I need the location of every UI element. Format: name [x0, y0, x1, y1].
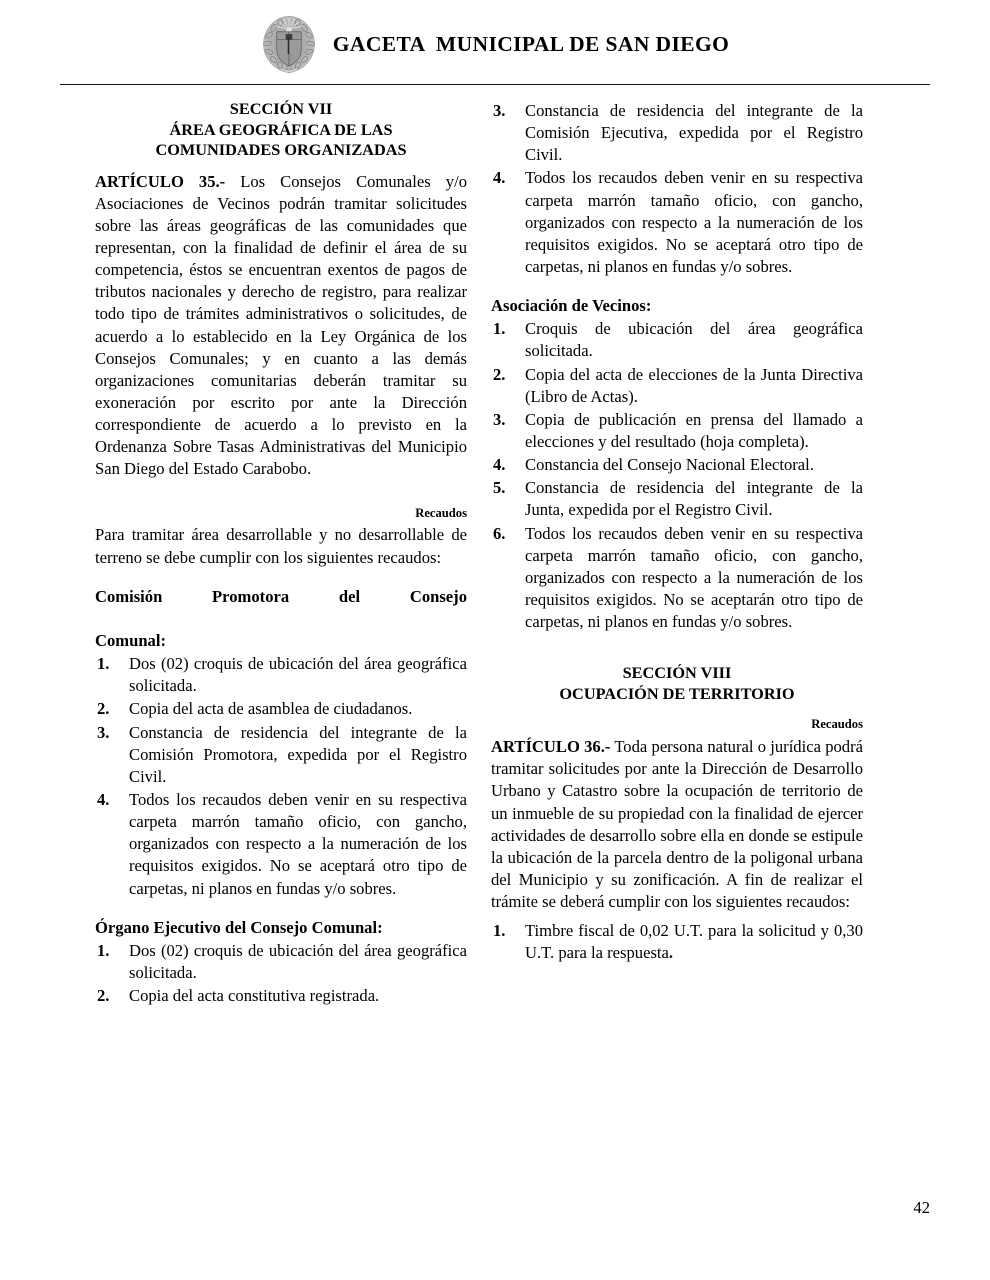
- list-number: 3.: [493, 409, 506, 429]
- article-35-paragraph: [95, 171, 467, 481]
- list-number: 2.: [493, 364, 506, 384]
- list-text: Todos los recaudos deben venir en su respectiva carpeta marrón tamaño oficio, con gancho, organizados con respecto a la numeración de los requisitos exigidos. No se aceptarán otro tipo de carpetas, ni planos en fundas y/o sobres.: [525, 523, 863, 632]
- article-36-text: Toda persona natural o jurídica podrá tramitar solicitudes por ante la Dirección de Desarrollo Urbano y Catastro sobre la ocupación de territorio de un inmueble de su propiedad con la finalidad de ejercer actividades de desarrollo sobre ella en donde se estipule la ubicación de la parcela dentro de la poligonal urbana del Municipio y su zonificación. A fin de realizar el trámite se deberá cumplir con los siguientes recaudos:: [491, 737, 863, 912]
- list-text: Copia del acta de elecciones de la Junta Directiva (Libro de Actas).: [525, 364, 863, 406]
- list-number: 4.: [493, 455, 506, 475]
- recaudos-note-right: Recaudos: [811, 717, 863, 732]
- list-item: [95, 653, 467, 697]
- subheading-asociacion-vecinos: Asociación de Vecinos:: [491, 296, 652, 316]
- article-36-label: ARTÍCULO 36.-: [491, 737, 611, 757]
- section-heading-vii: [95, 99, 467, 161]
- list-text: Timbre fiscal de 0,02 U.T. para la solicitud y 0,30 U.T. para la respuesta: [525, 921, 863, 963]
- right-column: [491, 99, 863, 1007]
- list-text: Dos (02) croquis de ubicación del área geográfica solicitada.: [129, 940, 467, 982]
- list-number: 4.: [97, 789, 110, 809]
- list-item: [491, 100, 863, 166]
- list-number: 1.: [493, 319, 506, 339]
- list-item: [95, 985, 467, 1007]
- article-36-paragraph: [491, 736, 863, 913]
- list-text: Constancia de residencia del integrante de la Comisión Ejecutiva, expedida por el Registro Civil.: [525, 101, 863, 165]
- list-text-terminator: .: [668, 943, 674, 963]
- comision-promotora-heading-line1: Comisión Promotora del Consejo: [95, 586, 467, 606]
- list-item: [95, 789, 467, 900]
- left-column: [95, 99, 467, 1007]
- section-vii-title-line2: COMUNIDADES ORGANIZADAS: [155, 140, 407, 160]
- list-item: [491, 454, 863, 476]
- list-text: Todos los recaudos deben venir en su respectiva carpeta marrón tamaño oficio, con gancho, organizados con respecto a la numeración de los requisitos exigidos. No se aceptará otro tipo de carpetas, ni planos en fundas y/o sobres.: [129, 789, 467, 898]
- list-number: 2.: [97, 986, 110, 1006]
- list-item: [491, 920, 863, 964]
- list-number: 6.: [493, 523, 506, 543]
- list-number: 2.: [97, 699, 110, 719]
- list-item: [491, 409, 863, 453]
- list-number: 1.: [493, 921, 506, 941]
- list-item: [491, 167, 863, 278]
- section-vii-label: SECCIÓN VII: [229, 99, 333, 118]
- list-text: Constancia de residencia del integrante de la Comisión Promotora, expedida por el Registro Civil.: [129, 722, 467, 786]
- list-number: 4.: [493, 168, 506, 188]
- list-number: 3.: [493, 101, 506, 120]
- organo-ejecutivo-list-continued: [491, 100, 863, 278]
- masthead-title: GACETA MUNICIPAL DE SAN DIEGO: [332, 31, 730, 56]
- body-columns: [0, 85, 990, 1007]
- list-text: Copia de publicación en prensa del llamado a elecciones y del resultado (hoja completa).: [525, 409, 863, 451]
- list-item: [491, 477, 863, 521]
- recaudos-intro-paragraph: Para tramitar área desarrollable y no desarrollable de terreno se debe cumplir con los siguientes recaudos:: [95, 525, 467, 567]
- comision-promotora-list: [95, 653, 467, 900]
- list-number: 1.: [97, 940, 110, 960]
- article-35-label: ARTÍCULO 35.-: [95, 171, 226, 191]
- page-number: 42: [913, 1198, 930, 1217]
- section-vii-title-line1: ÁREA GEOGRÁFICA DE LAS: [169, 119, 393, 139]
- list-text: Copia del acta constitutiva registrada.: [129, 986, 380, 1006]
- section-viii-title-line1: OCUPACIÓN DE TERRITORIO: [559, 683, 795, 703]
- list-text: Croquis de ubicación del área geográfica solicitada.: [525, 319, 863, 361]
- section-heading-viii: [491, 663, 863, 704]
- article-36-requirements-list: [491, 920, 863, 964]
- subheading-organo-ejecutivo: Órgano Ejecutivo del Consejo Comunal:: [95, 917, 383, 937]
- organo-ejecutivo-list: [95, 940, 467, 1007]
- list-item: [95, 940, 467, 984]
- list-text: Copia del acta de asamblea de ciudadanos.: [129, 699, 413, 719]
- list-item: [95, 698, 467, 720]
- list-text: Constancia del Consejo Nacional Electoral.: [525, 455, 814, 475]
- list-item: [491, 523, 863, 634]
- coat-of-arms-icon: [261, 13, 317, 75]
- subheading-comision-promotora-line2: Comunal:: [95, 630, 166, 650]
- masthead: [0, 0, 990, 78]
- asociacion-vecinos-list: [491, 318, 863, 633]
- list-text: Dos (02) croquis de ubicación del área geográfica solicitada.: [129, 654, 467, 696]
- list-number: 5.: [493, 478, 506, 498]
- article-35-text: Los Consejos Comunales y/o Asociaciones de Vecinos podrán tramitar solicitudes sobre las áreas geográficas de las comunidades que representan, con la finalidad de definir el área de su competencia, éstos se encuentran exentos de pagos de tributos nacionales y derecho de registro, para realizar todo tipo de trámites administrativos o solicitudes, de acuerdo a lo establecido en la Ley Orgánica de los Consejos Comunales; y en cuanto a las demás organizaciones comunitarias deberán tramitar su exoneración por escrito por ante la Dirección correspondiente de acuerdo a lo previsto en la Ordenanza Sobre Tasas Administrativas del Municipio San Diego del Estado Carabobo.: [95, 171, 467, 479]
- list-text: Constancia de residencia del integrante de la Junta, expedida por el Registro Civil.: [525, 478, 863, 520]
- list-number: 1.: [97, 654, 110, 674]
- recaudos-note-left: Recaudos: [415, 505, 467, 520]
- section-viii-label: SECCIÓN VIII: [622, 663, 732, 683]
- list-item: [491, 364, 863, 408]
- subheading-comision-promotora: [95, 586, 467, 630]
- list-number: 3.: [97, 722, 110, 742]
- list-item: [95, 722, 467, 788]
- list-item: [491, 318, 863, 362]
- list-text: Todos los recaudos deben venir en su respectiva carpeta marrón tamaño oficio, con gancho, organizados con respecto a la numeración de los requisitos exigidos. No se aceptará otro tipo de carpetas, ni planos en fundas y/o sobres.: [525, 168, 863, 276]
